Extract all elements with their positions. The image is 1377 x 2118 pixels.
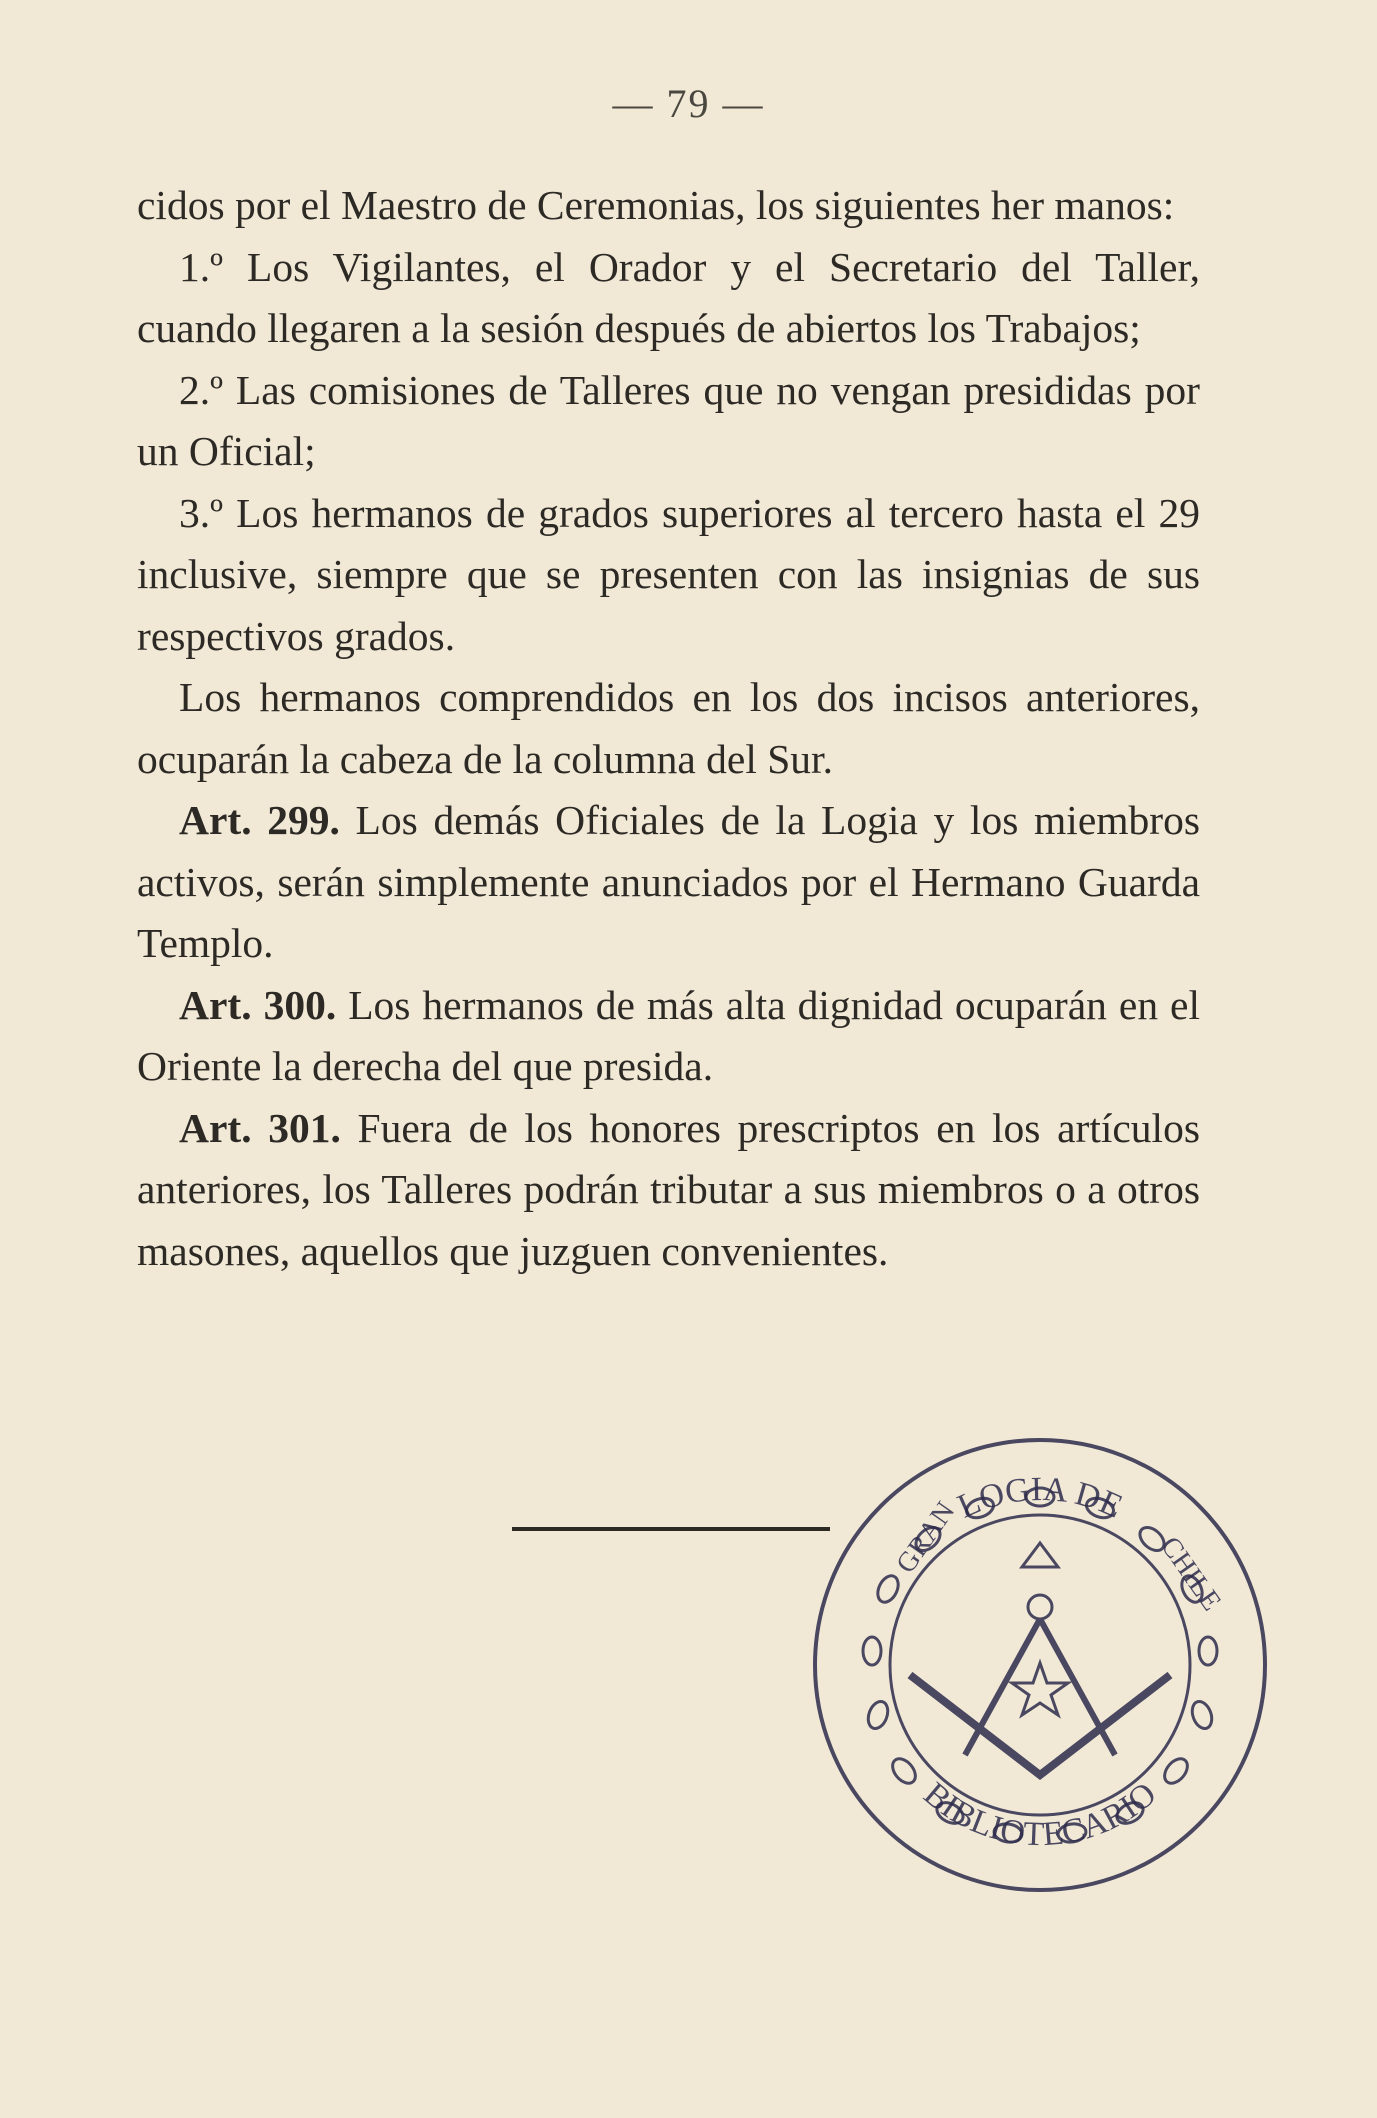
stamp-left-text: GRAN [890,1496,962,1580]
paragraph-continuation: cidos por el Maestro de Ceremonias, los siguientes her manos: [137,182,1175,228]
article-301 [137,1098,1200,1283]
article-300 [137,975,1200,1098]
closing-rule [512,1527,830,1531]
paragraph-item-1: 1.º Los Vigilantes, el Orador y el Secretario del Taller, cuando llegaren a la sesión después de abiertos los Trabajos; [137,243,1200,351]
paragraph-item-2: 2.º Las comisiones de Talleres que no vengan presididas por un Oficial; [137,366,1200,474]
page-number: — 79 — [612,81,765,126]
article-number: Art. 301. [179,1104,341,1151]
article-number: Art. 299. [179,797,340,843]
article-text: Los hermanos de más alta dignidad ocuparán en el Oriente la derecha del que presida. [137,981,1200,1089]
stamp-bottom-text: BIBLIOTECARIO [916,1775,1164,1854]
article-text: Los demás Oficiales de la Logia y los miembros activos, serán simplemente anunciados por el Hermano Guarda Templo. [137,797,1200,966]
article-text: Fuera de los honores prescriptos en los artículos anteriores, los Talleres podrán tributar a sus miembros o a otros masones, aquellos que juzguen convenientes. [137,1104,1200,1274]
stamp-top-text: LOGIA DE [952,1470,1128,1526]
body-text [137,175,1200,1282]
paragraph-note: Los hermanos comprendidos en los dos incisos anteriores, ocuparán la cabeza de la columna del Sur. [137,674,1200,782]
article-number: Art. 300. [179,981,337,1028]
library-stamp-icon [800,1425,1280,1905]
stamp-right-text: CHILE [1154,1531,1227,1617]
article-299 [137,790,1200,975]
paragraph-item-3: 3.º Los hermanos de grados superiores al tercero hasta el 29 inclusive, siempre que se presenten con las insignias de sus respectivos grados. [137,489,1200,659]
